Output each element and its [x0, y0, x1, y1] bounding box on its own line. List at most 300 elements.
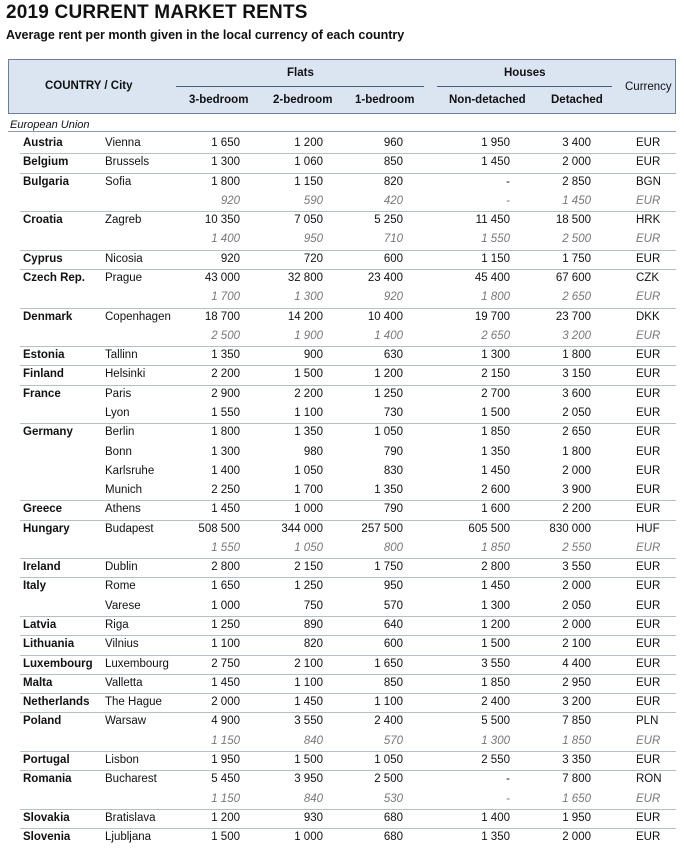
- value-cell: 3 550: [481, 657, 510, 670]
- value-cell: 2 500: [211, 329, 240, 342]
- value-cell: 1 550: [211, 541, 240, 554]
- table-row: [0, 558, 684, 577]
- city-cell: Paris: [105, 387, 132, 400]
- value-cell: 1 500: [211, 831, 240, 844]
- value-cell: 720: [303, 252, 323, 265]
- currency-cell: EUR: [636, 464, 661, 477]
- row-separator: [20, 674, 676, 675]
- value-cell: 3 950: [294, 773, 323, 786]
- value-cell: -: [506, 175, 510, 188]
- value-cell: 19 700: [474, 310, 510, 323]
- row-separator: [20, 173, 676, 174]
- flats-underline: [176, 86, 424, 87]
- city-cell: Brussels: [105, 156, 150, 169]
- table-row-eur-equivalent: [0, 790, 684, 809]
- value-cell: 1 300: [481, 599, 510, 612]
- value-cell: 930: [303, 811, 323, 824]
- value-cell: 1 100: [294, 406, 323, 419]
- city-cell: Lisbon: [105, 754, 139, 766]
- country-cell: Romania: [23, 773, 72, 786]
- table-row: [0, 308, 684, 327]
- currency-cell: EUR: [636, 291, 661, 304]
- value-cell: 3 200: [562, 696, 591, 709]
- city-cell: Varese: [105, 599, 141, 612]
- currency-cell: EUR: [636, 580, 661, 593]
- value-cell: 18 700: [204, 310, 240, 323]
- currency-cell: CZK: [636, 272, 659, 284]
- country-cell: Poland: [23, 715, 62, 728]
- table-row: [0, 674, 684, 693]
- city-cell: Sofia: [105, 175, 132, 188]
- value-cell: 3 600: [562, 387, 591, 400]
- value-cell: 710: [383, 233, 403, 246]
- value-cell: 4 900: [211, 715, 240, 728]
- value-cell: 1 750: [374, 561, 403, 574]
- value-cell: 1 250: [294, 580, 323, 593]
- header-non-detached: Non-detached: [449, 94, 526, 106]
- value-cell: 23 400: [367, 272, 403, 284]
- currency-cell: EUR: [636, 792, 661, 805]
- value-cell: 2 400: [481, 696, 510, 709]
- table-row: [0, 134, 684, 153]
- currency-cell: EUR: [636, 233, 661, 246]
- value-cell: 1 500: [294, 368, 323, 381]
- value-cell: 1 150: [211, 792, 240, 805]
- value-cell: 2 000: [562, 619, 591, 631]
- value-cell: 950: [383, 580, 403, 593]
- value-cell: 45 400: [474, 272, 510, 284]
- value-cell: 3 550: [562, 561, 591, 574]
- value-cell: 1 500: [481, 406, 510, 419]
- table-row: [0, 751, 684, 770]
- header-flats: Flats: [287, 67, 314, 79]
- city-cell: Warsaw: [105, 715, 147, 728]
- value-cell: 1 300: [211, 156, 240, 169]
- table-row-eur-equivalent: [0, 732, 684, 751]
- currency-cell: EUR: [636, 754, 661, 766]
- value-cell: 1 150: [294, 175, 323, 188]
- value-cell: 3 550: [294, 715, 323, 728]
- header-country-city: COUNTRY / City: [45, 80, 133, 92]
- value-cell: 630: [383, 349, 403, 362]
- value-cell: 1 950: [562, 811, 591, 824]
- value-cell: 1 450: [211, 676, 240, 689]
- header-houses: Houses: [504, 67, 546, 79]
- city-cell: Dublin: [105, 561, 138, 574]
- value-cell: 800: [383, 541, 403, 554]
- value-cell: 1 100: [294, 676, 323, 689]
- value-cell: 840: [303, 734, 323, 747]
- currency-cell: EUR: [636, 368, 661, 381]
- value-cell: 920: [220, 194, 240, 207]
- value-cell: 2 850: [562, 175, 591, 188]
- value-cell: 2 400: [374, 715, 403, 728]
- value-cell: 3 200: [562, 329, 591, 342]
- value-cell: 850: [383, 156, 403, 169]
- value-cell: -: [506, 194, 510, 207]
- value-cell: 1 350: [374, 484, 403, 496]
- row-separator: [20, 211, 676, 212]
- table-row-eur-equivalent: [0, 327, 684, 346]
- value-cell: 1 150: [211, 734, 240, 747]
- value-cell: 1 450: [481, 156, 510, 169]
- value-cell: 2 250: [211, 484, 240, 496]
- value-cell: 750: [303, 599, 323, 612]
- city-cell: Budapest: [105, 522, 154, 535]
- row-separator: [20, 269, 676, 270]
- row-separator: [20, 770, 676, 771]
- value-cell: -: [506, 792, 510, 805]
- currency-cell: HUF: [636, 522, 660, 535]
- city-cell: Rome: [105, 580, 136, 593]
- value-cell: 1 060: [294, 156, 323, 169]
- table-row: [0, 655, 684, 674]
- table-row: [0, 712, 684, 731]
- value-cell: 1 850: [481, 426, 510, 439]
- row-separator: [20, 500, 676, 501]
- value-cell: 2 650: [481, 329, 510, 342]
- table-row: [0, 597, 684, 616]
- currency-cell: EUR: [636, 406, 661, 419]
- value-cell: 1 300: [211, 445, 240, 458]
- row-separator: [20, 250, 676, 251]
- country-cell: Croatia: [23, 214, 63, 227]
- value-cell: 2 550: [562, 541, 591, 554]
- value-cell: 830: [383, 464, 403, 477]
- currency-cell: PLN: [636, 715, 659, 728]
- value-cell: 820: [383, 175, 403, 188]
- row-separator: [20, 385, 676, 386]
- value-cell: 2 800: [211, 561, 240, 574]
- value-cell: 3 150: [562, 368, 591, 381]
- row-separator: [20, 635, 676, 636]
- currency-cell: EUR: [636, 657, 661, 670]
- currency-cell: RON: [636, 773, 662, 786]
- value-cell: 1 050: [294, 541, 323, 554]
- value-cell: 600: [383, 638, 403, 651]
- value-cell: 1 450: [562, 194, 591, 207]
- value-cell: 570: [383, 599, 403, 612]
- table-row-eur-equivalent: [0, 539, 684, 558]
- country-cell: Latvia: [23, 619, 57, 631]
- city-cell: Berlin: [105, 426, 135, 439]
- value-cell: 1 500: [481, 638, 510, 651]
- city-cell: Karlsruhe: [105, 464, 155, 477]
- value-cell: 18 500: [555, 214, 591, 227]
- value-cell: 1 200: [481, 619, 510, 631]
- table-row: [0, 616, 684, 635]
- value-cell: 5 250: [374, 214, 403, 227]
- value-cell: 590: [303, 194, 323, 207]
- header-1-bedroom: 1-bedroom: [355, 94, 415, 106]
- value-cell: 1 850: [562, 734, 591, 747]
- city-cell: Nicosia: [105, 252, 143, 265]
- table-row: [0, 462, 684, 481]
- value-cell: 1 350: [481, 831, 510, 844]
- table-row: [0, 269, 684, 288]
- value-cell: 920: [220, 252, 240, 265]
- value-cell: 1 400: [481, 811, 510, 824]
- country-cell: Czech Rep.: [23, 272, 85, 284]
- country-cell: Portugal: [23, 754, 70, 766]
- value-cell: 2 550: [481, 754, 510, 766]
- value-cell: 7 050: [294, 214, 323, 227]
- value-cell: 1 300: [481, 349, 510, 362]
- row-separator: [20, 365, 676, 366]
- value-cell: 1 550: [481, 233, 510, 246]
- table-row: [0, 211, 684, 230]
- value-cell: 67 600: [555, 272, 591, 284]
- table-row-eur-equivalent: [0, 192, 684, 211]
- value-cell: 820: [303, 638, 323, 651]
- currency-cell: EUR: [636, 484, 661, 496]
- value-cell: 1 950: [211, 754, 240, 766]
- table-row: [0, 828, 684, 847]
- row-separator: [20, 308, 676, 309]
- table-row-eur-equivalent: [0, 230, 684, 249]
- country-cell: Italy: [23, 580, 47, 593]
- row-separator: [20, 809, 676, 810]
- value-cell: 1 250: [374, 387, 403, 400]
- value-cell: 680: [383, 831, 403, 844]
- value-cell: 1 450: [294, 696, 323, 709]
- value-cell: 1 300: [481, 734, 510, 747]
- value-cell: 1 650: [211, 137, 240, 149]
- country-cell: Greece: [23, 503, 63, 516]
- currency-cell: EUR: [636, 831, 661, 844]
- currency-cell: EUR: [636, 503, 661, 516]
- table-row: [0, 443, 684, 462]
- header-detached: Detached: [551, 94, 603, 106]
- value-cell: 1 500: [294, 754, 323, 766]
- city-cell: Bratislava: [105, 811, 156, 824]
- city-cell: Athens: [105, 503, 141, 516]
- city-cell: Vilnius: [105, 638, 139, 651]
- value-cell: 344 000: [281, 522, 323, 535]
- row-separator: [20, 520, 676, 521]
- currency-cell: EUR: [636, 252, 661, 265]
- value-cell: 3 900: [562, 484, 591, 496]
- value-cell: 2 200: [211, 368, 240, 381]
- value-cell: 32 800: [287, 272, 323, 284]
- table-row: [0, 404, 684, 423]
- country-cell: Slovenia: [23, 831, 71, 844]
- table-row: [0, 635, 684, 654]
- row-separator: [20, 655, 676, 656]
- row-separator: [20, 423, 676, 424]
- value-cell: 2 900: [211, 387, 240, 400]
- currency-cell: EUR: [636, 561, 661, 574]
- header-3-bedroom: 3-bedroom: [189, 94, 249, 106]
- table-header: [8, 59, 676, 114]
- value-cell: 1 200: [374, 368, 403, 381]
- currency-cell: EUR: [636, 599, 661, 612]
- value-cell: 920: [383, 291, 403, 304]
- row-separator: [20, 616, 676, 617]
- value-cell: 2 000: [562, 156, 591, 169]
- country-cell: Slovakia: [23, 811, 70, 824]
- value-cell: 1 100: [374, 696, 403, 709]
- country-cell: Germany: [23, 426, 73, 439]
- currency-cell: EUR: [636, 426, 661, 439]
- value-cell: 790: [383, 445, 403, 458]
- value-cell: 1 800: [562, 445, 591, 458]
- value-cell: 2 150: [481, 368, 510, 381]
- value-cell: 1 850: [481, 676, 510, 689]
- value-cell: 14 200: [287, 310, 323, 323]
- value-cell: 3 350: [562, 754, 591, 766]
- value-cell: 890: [303, 619, 323, 631]
- value-cell: 1 650: [562, 792, 591, 805]
- value-cell: 2 650: [562, 291, 591, 304]
- table-row: [0, 423, 684, 442]
- value-cell: 4 400: [562, 657, 591, 670]
- currency-cell: EUR: [636, 445, 661, 458]
- value-cell: 2 050: [562, 406, 591, 419]
- table-row: [0, 250, 684, 269]
- currency-cell: EUR: [636, 619, 661, 631]
- value-cell: 1 400: [211, 233, 240, 246]
- city-cell: Helsinki: [105, 368, 146, 381]
- country-cell: Luxembourg: [23, 657, 93, 670]
- city-cell: The Hague: [105, 696, 162, 709]
- value-cell: 2 700: [481, 387, 510, 400]
- header-currency: Currency: [625, 81, 672, 93]
- country-cell: Malta: [23, 676, 53, 689]
- value-cell: 1 000: [211, 599, 240, 612]
- currency-cell: EUR: [636, 638, 661, 651]
- country-cell: Ireland: [23, 561, 61, 574]
- value-cell: 2 600: [481, 484, 510, 496]
- value-cell: 1 700: [294, 484, 323, 496]
- value-cell: 2 950: [562, 676, 591, 689]
- value-cell: 7 800: [562, 773, 591, 786]
- value-cell: 3 400: [562, 137, 591, 149]
- city-cell: Munich: [105, 484, 143, 496]
- table-row-eur-equivalent: [0, 288, 684, 307]
- country-cell: Finland: [23, 368, 64, 381]
- value-cell: 1 300: [294, 291, 323, 304]
- row-separator: [20, 828, 676, 829]
- currency-cell: EUR: [636, 137, 661, 149]
- table-row: [0, 809, 684, 828]
- value-cell: 508 500: [198, 522, 240, 535]
- value-cell: 43 000: [204, 272, 240, 284]
- value-cell: 2 000: [562, 464, 591, 477]
- country-cell: France: [23, 387, 61, 400]
- value-cell: 420: [383, 194, 403, 207]
- currency-cell: DKK: [636, 310, 660, 323]
- value-cell: 1 800: [211, 426, 240, 439]
- value-cell: 23 700: [555, 310, 591, 323]
- row-separator: [20, 751, 676, 752]
- section-label: European Union: [10, 119, 90, 131]
- value-cell: 1 600: [481, 503, 510, 516]
- value-cell: 5 450: [211, 773, 240, 786]
- value-cell: 530: [383, 792, 403, 805]
- houses-underline: [437, 86, 612, 87]
- value-cell: 840: [303, 792, 323, 805]
- value-cell: 1 700: [211, 291, 240, 304]
- value-cell: 5 500: [481, 715, 510, 728]
- value-cell: 1 350: [211, 349, 240, 362]
- city-cell: Zagreb: [105, 214, 142, 227]
- value-cell: 1 800: [211, 175, 240, 188]
- table-row: [0, 385, 684, 404]
- value-cell: 1 550: [211, 406, 240, 419]
- page-subtitle: Average rent per month given in the local currency of each country: [6, 28, 405, 42]
- value-cell: 1 750: [562, 252, 591, 265]
- value-cell: 257 500: [361, 522, 403, 535]
- value-cell: 1 050: [374, 754, 403, 766]
- value-cell: 1 400: [211, 464, 240, 477]
- city-cell: Ljubljana: [105, 831, 152, 844]
- country-cell: Cyprus: [23, 252, 63, 265]
- table-row: [0, 153, 684, 172]
- city-cell: Lyon: [105, 406, 130, 419]
- city-cell: Prague: [105, 272, 143, 284]
- value-cell: 730: [383, 406, 403, 419]
- city-cell: Valletta: [105, 676, 143, 689]
- value-cell: 2 500: [374, 773, 403, 786]
- table-row: [0, 346, 684, 365]
- city-cell: Riga: [105, 619, 129, 631]
- table-row: [0, 500, 684, 519]
- value-cell: 2 000: [562, 580, 591, 593]
- country-cell: Belgium: [23, 156, 69, 169]
- value-cell: 640: [383, 619, 403, 631]
- value-cell: 1 650: [374, 657, 403, 670]
- value-cell: 2 150: [294, 561, 323, 574]
- row-separator: [20, 346, 676, 347]
- currency-cell: EUR: [636, 676, 661, 689]
- value-cell: 1 800: [481, 291, 510, 304]
- value-cell: 2 000: [211, 696, 240, 709]
- city-cell: Vienna: [105, 137, 141, 149]
- value-cell: 1 850: [481, 541, 510, 554]
- city-cell: Copenhagen: [105, 310, 171, 323]
- value-cell: 2 650: [562, 426, 591, 439]
- value-cell: 950: [303, 233, 323, 246]
- table-row: [0, 577, 684, 596]
- value-cell: 7 850: [562, 715, 591, 728]
- city-cell: Tallinn: [105, 349, 138, 362]
- table-row: [0, 481, 684, 500]
- value-cell: 1 950: [481, 137, 510, 149]
- currency-cell: BGN: [636, 175, 661, 188]
- row-separator: [20, 577, 676, 578]
- value-cell: 830 000: [549, 522, 591, 535]
- country-cell: Estonia: [23, 349, 65, 362]
- value-cell: 2 050: [562, 599, 591, 612]
- value-cell: 900: [303, 349, 323, 362]
- currency-cell: EUR: [636, 811, 661, 824]
- country-cell: Hungary: [23, 522, 70, 535]
- currency-cell: EUR: [636, 734, 661, 747]
- currency-cell: EUR: [636, 156, 661, 169]
- value-cell: 1 200: [211, 811, 240, 824]
- row-separator: [20, 693, 676, 694]
- table-row: [0, 770, 684, 789]
- value-cell: 1 400: [374, 329, 403, 342]
- value-cell: 2 200: [562, 503, 591, 516]
- table-row: [0, 173, 684, 192]
- country-cell: Denmark: [23, 310, 73, 323]
- value-cell: 1 250: [211, 619, 240, 631]
- value-cell: 1 650: [211, 580, 240, 593]
- value-cell: 680: [383, 811, 403, 824]
- value-cell: 2 800: [481, 561, 510, 574]
